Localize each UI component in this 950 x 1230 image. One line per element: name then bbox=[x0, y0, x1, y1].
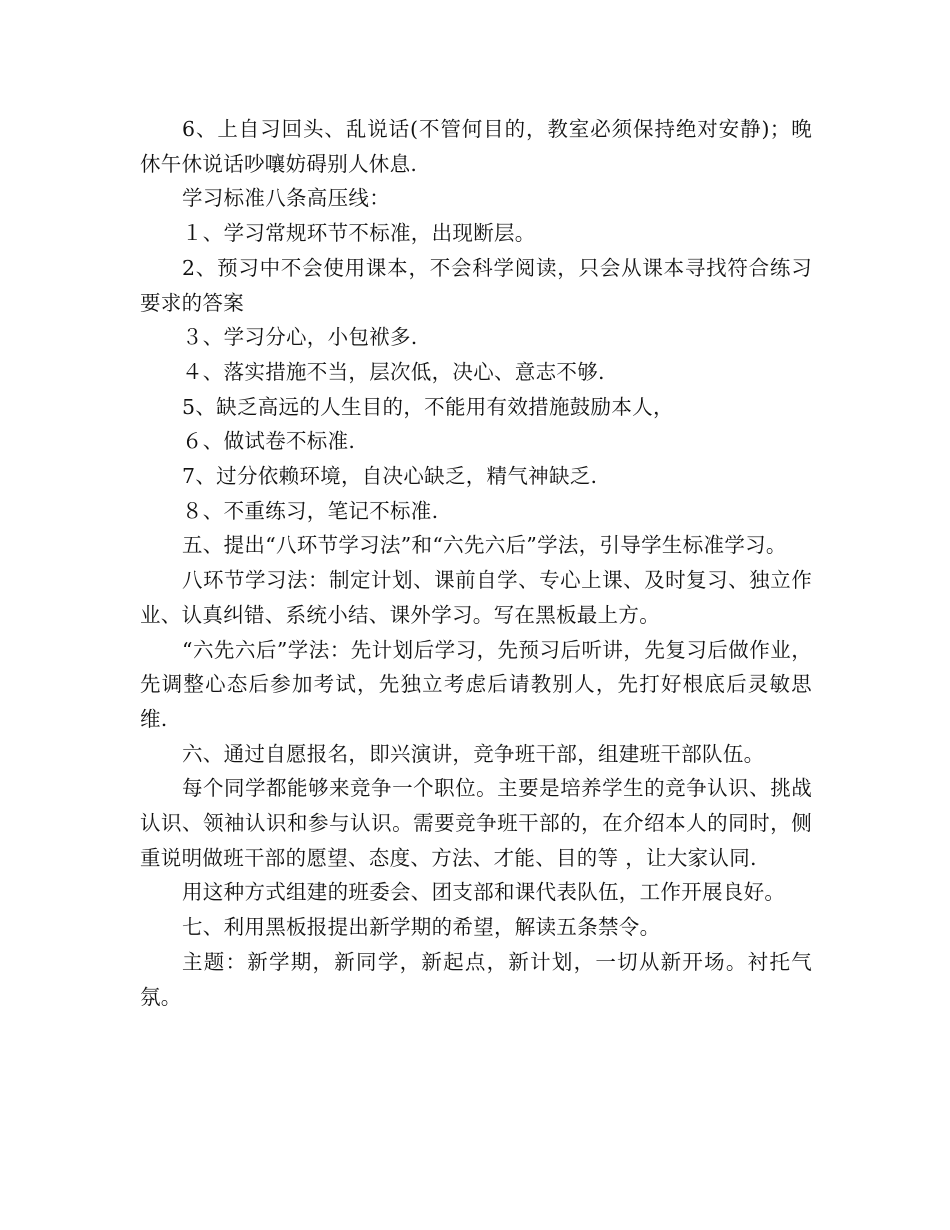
paragraph-committee-result: 用这种方式组建的班委会、团支部和课代表队伍，工作开展良好。 bbox=[182, 880, 786, 905]
paragraph-six-first-six-after: “六先六后”学法：先计划后学习，先预习后听讲，先复习后做作业，先调整心态后参加考试，先独立考虑后请教别人，先打好根底后灵敏思维. bbox=[140, 637, 812, 731]
paragraph-standard-1: １、学习常规环节不标准，出现断层。 bbox=[182, 221, 536, 246]
paragraph-study-standards-heading: 学习标准八条高压线： bbox=[182, 186, 390, 211]
document-body bbox=[140, 112, 812, 1014]
paragraph-section-6: 六、通过自愿报名，即兴演讲，竞争班干部，组建班干部队伍。 bbox=[182, 741, 765, 766]
paragraph-eight-step-method: 八环节学习法：制定计划、课前自学、专心上课、及时复习、独立作业、认真纠错、系统小结、课外学习。写在黑板最上方。 bbox=[140, 568, 812, 627]
paragraph-theme: 主题：新学期，新同学，新起点，新计划，一切从新开场。衬托气氛。 bbox=[140, 949, 812, 1009]
paragraph-standard-8: ８、不重练习，笔记不标准. bbox=[182, 498, 439, 523]
paragraph-standard-4: ４、落实措施不当，层次低，决心、意志不够. bbox=[182, 359, 605, 384]
paragraph-standard-2: 2、预习中不会使用课本，不会科学阅读，只会从课本寻找符合练习要求的答案 bbox=[140, 255, 812, 315]
paragraph-section-7: 七、利用黑板报提出新学期的希望，解读五条禁令。 bbox=[182, 915, 661, 940]
paragraph-standard-7: 7、过分依赖环境，自决心缺乏，精气神缺乏. bbox=[182, 464, 598, 489]
paragraph-rule-6: 6、上自习回头、乱说话(不管何目的，教室必须保持绝对安静)；晚休午休说话吵嚷妨碍别人休息. bbox=[140, 117, 812, 176]
paragraph-competition-description: 每个同学都能够来竞争一个职位。主要是培养学生的竞争认识、挑战认识、领袖认识和参与认识。需要竞争班干部的，在介绍本人的同时，侧重说明做班干部的愿望、态度、方法、才能、目的等 ，让大家认同. bbox=[140, 776, 812, 870]
paragraph-standard-6: ６、做试卷不标准. bbox=[182, 429, 356, 454]
paragraph-standard-5: 5、缺乏高远的人生目的，不能用有效措施鼓励本人， bbox=[182, 394, 674, 419]
paragraph-section-5: 五、提出“八环节学习法”和“六先六后”学法，引导学生标准学习。 bbox=[182, 533, 787, 558]
paragraph-standard-3: ３、学习分心，小包袱多. bbox=[182, 325, 418, 350]
